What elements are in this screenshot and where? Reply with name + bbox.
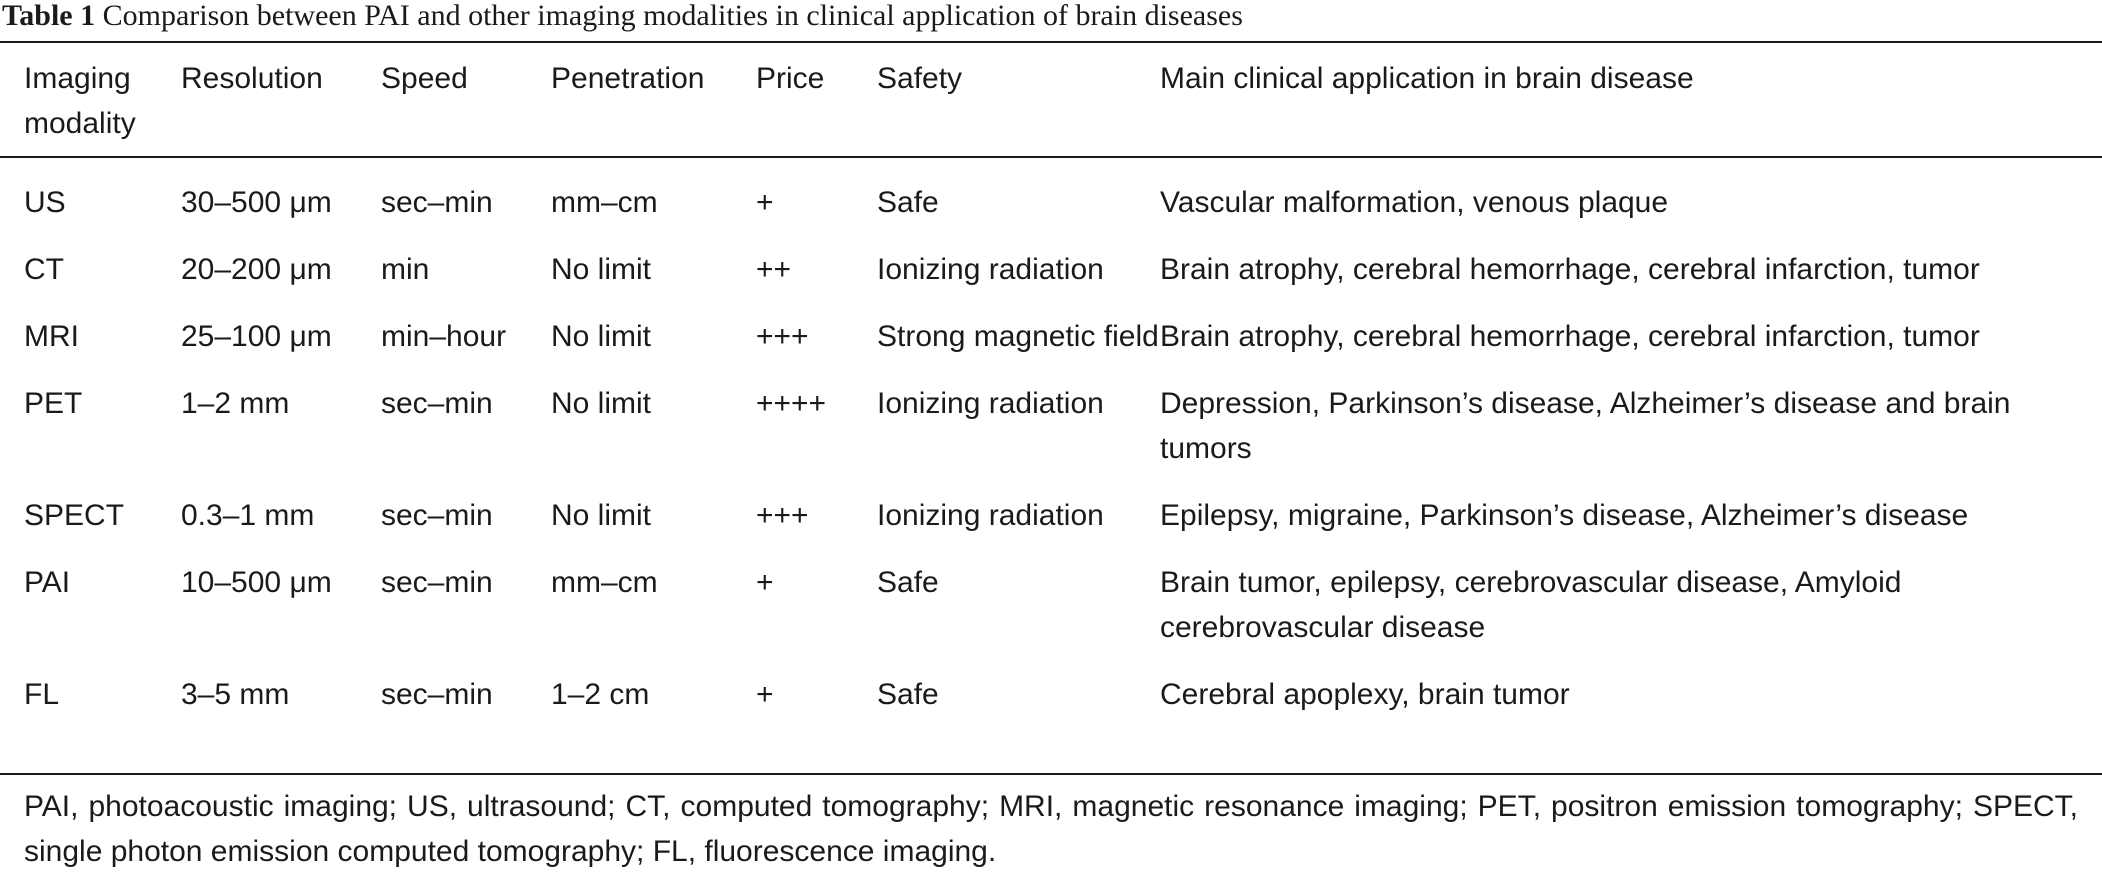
cell-resolution: 30–500 μm bbox=[181, 186, 332, 219]
cell-price: + bbox=[756, 678, 774, 711]
table-row bbox=[0, 471, 2102, 538]
cell-clinical-application: Vascular malformation, venous plaque bbox=[1160, 186, 1669, 219]
cell-clinical-application: Brain atrophy, cerebral hemorrhage, cerebral infarction, tumor bbox=[1160, 320, 1980, 353]
cell-safety: Ionizing radiation bbox=[877, 499, 1104, 532]
table-row bbox=[0, 650, 2102, 717]
cell-modality: MRI bbox=[24, 320, 79, 353]
table-footnote: PAI, photoacoustic imaging; US, ultrasound; CT, computed tomography; MRI, magnetic resonance imaging; PET, positron emission tomography; SPECT, single photon emission computed tomography; FL, fluorescence imaging. bbox=[24, 790, 2078, 868]
header-speed: Speed bbox=[381, 62, 468, 95]
cell-penetration: No limit bbox=[551, 387, 652, 420]
cell-safety: Ionizing radiation bbox=[877, 387, 1104, 420]
table-row bbox=[0, 156, 2102, 225]
cell-safety: Safe bbox=[877, 678, 939, 711]
cell-resolution: 10–500 μm bbox=[181, 566, 332, 599]
cell-clinical-application: Cerebral apoplexy, brain tumor bbox=[1160, 678, 1570, 711]
cell-safety: Safe bbox=[877, 186, 939, 219]
cell-penetration: mm–cm bbox=[551, 186, 658, 219]
cell-modality: SPECT bbox=[24, 499, 125, 532]
cell-clinical-application: Epilepsy, migraine, Parkinson’s disease, Alzheimer’s disease bbox=[1160, 499, 1969, 532]
header-imaging-modality: Imaging modality bbox=[24, 62, 136, 140]
cell-price: ++ bbox=[756, 253, 792, 286]
cell-price: + bbox=[756, 566, 774, 599]
header-clinical-application: Main clinical application in brain disease bbox=[1160, 62, 1694, 95]
table-caption-text: Comparison between PAI and other imaging modalities in clinical application of brain diseases bbox=[102, 0, 1243, 32]
table-row bbox=[0, 538, 2102, 650]
cell-speed: min–hour bbox=[381, 320, 507, 353]
cell-resolution: 1–2 mm bbox=[181, 387, 290, 420]
table-row bbox=[0, 225, 2102, 292]
cell-modality: FL bbox=[24, 678, 60, 711]
header-penetration: Penetration bbox=[551, 62, 705, 95]
table-row bbox=[0, 292, 2102, 359]
cell-safety: Ionizing radiation bbox=[877, 253, 1104, 286]
cell-speed: sec–min bbox=[381, 387, 493, 420]
cell-clinical-application: Depression, Parkinson’s disease, Alzheimer’s disease and brain tumors bbox=[1160, 387, 2011, 465]
cell-clinical-application: Brain atrophy, cerebral hemorrhage, cerebral infarction, tumor bbox=[1160, 253, 1980, 286]
cell-resolution: 3–5 mm bbox=[181, 678, 290, 711]
cell-speed: sec–min bbox=[381, 566, 493, 599]
cell-speed: sec–min bbox=[381, 186, 493, 219]
cell-penetration: mm–cm bbox=[551, 566, 658, 599]
comparison-table bbox=[0, 43, 2102, 717]
cell-penetration: 1–2 cm bbox=[551, 678, 650, 711]
cell-penetration: No limit bbox=[551, 499, 652, 532]
cell-price: +++ bbox=[756, 499, 809, 532]
table-caption bbox=[2, 0, 1243, 38]
cell-resolution: 20–200 μm bbox=[181, 253, 332, 286]
cell-safety: Safe bbox=[877, 566, 939, 599]
cell-clinical-application: Brain tumor, epilepsy, cerebrovascular disease, Amyloid cerebrovascular disease bbox=[1160, 566, 1902, 644]
header-safety: Safety bbox=[877, 62, 963, 95]
cell-penetration: No limit bbox=[551, 320, 652, 353]
cell-speed: sec–min bbox=[381, 678, 493, 711]
cell-speed: sec–min bbox=[381, 499, 493, 532]
cell-price: ++++ bbox=[756, 387, 827, 420]
table-caption-label: Table 1 bbox=[2, 0, 96, 32]
cell-price: +++ bbox=[756, 320, 809, 353]
cell-modality: PET bbox=[24, 387, 83, 420]
cell-speed: min bbox=[381, 253, 430, 286]
cell-resolution: 0.3–1 mm bbox=[181, 499, 315, 532]
table-header-row bbox=[0, 43, 2102, 156]
table-row bbox=[0, 359, 2102, 471]
cell-modality: US bbox=[24, 186, 66, 219]
cell-resolution: 25–100 μm bbox=[181, 320, 332, 353]
cell-modality: PAI bbox=[24, 566, 71, 599]
header-price: Price bbox=[756, 62, 825, 95]
table-bottom-rule bbox=[0, 773, 2102, 775]
cell-safety: Strong magnetic field bbox=[877, 320, 1159, 353]
cell-penetration: No limit bbox=[551, 253, 652, 286]
cell-price: + bbox=[756, 186, 774, 219]
header-resolution: Resolution bbox=[181, 62, 323, 95]
cell-modality: CT bbox=[24, 253, 64, 286]
